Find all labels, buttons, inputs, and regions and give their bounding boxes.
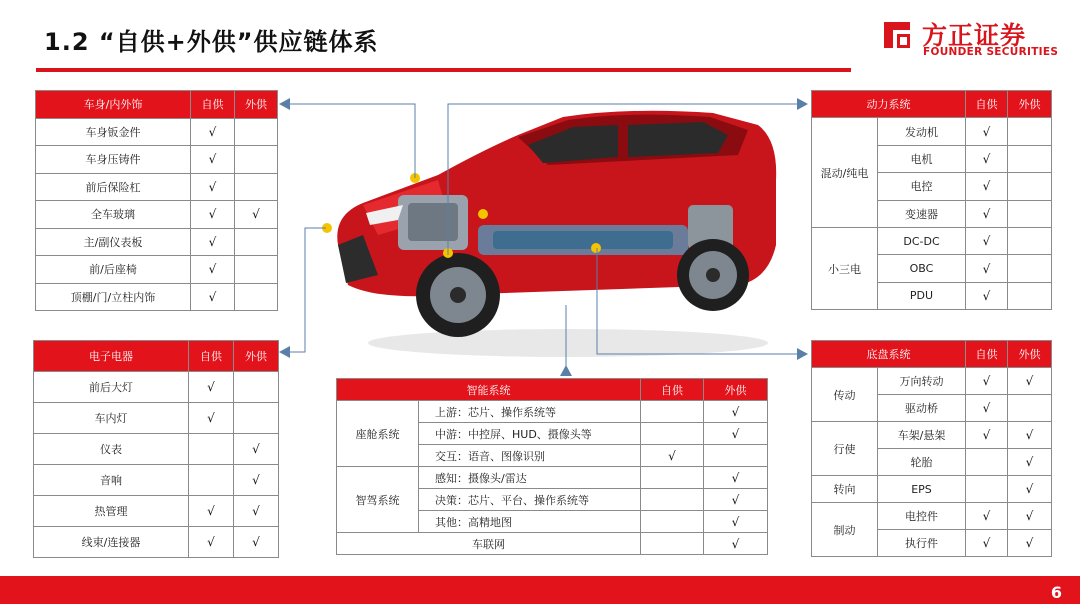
part-name: 前后大灯 bbox=[34, 372, 189, 403]
part-name: 主/副仪表板 bbox=[36, 228, 191, 256]
external-supply-cell bbox=[235, 256, 278, 284]
part-name: 驱动桥 bbox=[878, 395, 966, 422]
external-supply-cell bbox=[1008, 145, 1052, 172]
chassis-table bbox=[811, 340, 1052, 557]
part-name: 车内灯 bbox=[34, 403, 189, 434]
table-header-external: 外供 bbox=[704, 379, 768, 401]
part-name: 电控件 bbox=[878, 503, 966, 530]
hotspot-marker[interactable] bbox=[591, 243, 601, 253]
table-header-category: 车身/内外饰 bbox=[36, 91, 191, 119]
table-row bbox=[36, 256, 278, 284]
table-row bbox=[34, 496, 279, 527]
self-supply-cell: √ bbox=[966, 422, 1008, 449]
smart-systems-table bbox=[336, 378, 768, 555]
external-supply-cell: √ bbox=[1008, 503, 1052, 530]
self-supply-cell: √ bbox=[191, 118, 235, 146]
part-name: OBC bbox=[878, 255, 966, 282]
group-label: 智驾系统 bbox=[337, 467, 419, 533]
self-supply-cell: √ bbox=[191, 283, 235, 311]
table-header-self: 自供 bbox=[191, 91, 235, 119]
self-supply-cell: √ bbox=[191, 256, 235, 284]
external-supply-cell: √ bbox=[234, 434, 279, 465]
logo-mark-icon bbox=[880, 18, 914, 52]
external-supply-cell: √ bbox=[234, 527, 279, 558]
part-name: 全车玻璃 bbox=[36, 201, 191, 229]
table-header-self: 自供 bbox=[966, 91, 1008, 118]
part-name: 电机 bbox=[878, 145, 966, 172]
footer-bar bbox=[0, 576, 1080, 604]
external-supply-cell bbox=[234, 403, 279, 434]
self-supply-cell bbox=[641, 533, 704, 555]
table-header-self: 自供 bbox=[641, 379, 704, 401]
part-name: 发动机 bbox=[878, 118, 966, 145]
table-row bbox=[812, 503, 1052, 530]
part-name: 顶棚/门/立柱内饰 bbox=[36, 283, 191, 311]
powertrain-table bbox=[811, 90, 1052, 310]
table-row bbox=[337, 401, 768, 423]
table-header-external: 外供 bbox=[235, 91, 278, 119]
part-name: 上游：芯片、操作系统等 bbox=[419, 401, 641, 423]
self-supply-cell: √ bbox=[966, 530, 1008, 557]
external-supply-cell bbox=[235, 283, 278, 311]
part-name: 中游：中控屏、HUD、摄像头等 bbox=[419, 423, 641, 445]
part-name: 执行件 bbox=[878, 530, 966, 557]
part-name: 音响 bbox=[34, 465, 189, 496]
table-header-category: 底盘系统 bbox=[812, 341, 966, 368]
part-name: 变速器 bbox=[878, 200, 966, 227]
self-supply-cell: √ bbox=[191, 146, 235, 174]
hotspot-marker[interactable] bbox=[443, 248, 453, 258]
self-supply-cell: √ bbox=[966, 145, 1008, 172]
self-supply-cell: √ bbox=[966, 227, 1008, 254]
part-name: DC-DC bbox=[878, 227, 966, 254]
part-name: PDU bbox=[878, 282, 966, 309]
part-name: 车联网 bbox=[337, 533, 641, 555]
part-name: 感知：摄像头/雷达 bbox=[419, 467, 641, 489]
external-supply-cell: √ bbox=[704, 401, 768, 423]
group-label: 行使 bbox=[812, 422, 878, 476]
self-supply-cell: √ bbox=[966, 200, 1008, 227]
external-supply-cell bbox=[235, 118, 278, 146]
self-supply-cell: √ bbox=[966, 368, 1008, 395]
self-supply-cell bbox=[641, 423, 704, 445]
page-title: 1.2 “自供+外供”供应链体系 bbox=[44, 28, 379, 56]
self-supply-cell: √ bbox=[966, 395, 1008, 422]
table-header-category: 智能系统 bbox=[337, 379, 641, 401]
external-supply-cell bbox=[704, 445, 768, 467]
part-name: 电控 bbox=[878, 173, 966, 200]
part-name: 仪表 bbox=[34, 434, 189, 465]
logo-text-cn: 方正证券 bbox=[922, 21, 1027, 50]
self-supply-cell bbox=[966, 449, 1008, 476]
table-row bbox=[36, 118, 278, 146]
external-supply-cell bbox=[235, 228, 278, 256]
self-supply-cell bbox=[641, 489, 704, 511]
self-supply-cell: √ bbox=[191, 228, 235, 256]
body-trim-table bbox=[35, 90, 278, 311]
external-supply-cell bbox=[1008, 118, 1052, 145]
group-label: 小三电 bbox=[812, 227, 878, 309]
title-underline bbox=[36, 68, 851, 72]
hotspot-marker[interactable] bbox=[322, 223, 332, 233]
group-label: 转向 bbox=[812, 476, 878, 503]
external-supply-cell: √ bbox=[234, 496, 279, 527]
part-name: 前/后座椅 bbox=[36, 256, 191, 284]
table-row bbox=[337, 467, 768, 489]
self-supply-cell bbox=[641, 401, 704, 423]
external-supply-cell: √ bbox=[704, 423, 768, 445]
table-header-self: 自供 bbox=[189, 341, 234, 372]
table-row bbox=[34, 403, 279, 434]
part-name: 前后保险杠 bbox=[36, 173, 191, 201]
self-supply-cell bbox=[966, 476, 1008, 503]
table-row bbox=[34, 434, 279, 465]
part-name: 万向转动 bbox=[878, 368, 966, 395]
self-supply-cell: √ bbox=[189, 527, 234, 558]
self-supply-cell: √ bbox=[189, 372, 234, 403]
self-supply-cell bbox=[641, 511, 704, 533]
external-supply-cell bbox=[234, 372, 279, 403]
external-supply-cell: √ bbox=[234, 465, 279, 496]
table-header-self: 自供 bbox=[966, 341, 1008, 368]
founder-securities-logo bbox=[880, 16, 1059, 62]
external-supply-cell: √ bbox=[235, 201, 278, 229]
external-supply-cell: √ bbox=[1008, 422, 1052, 449]
self-supply-cell: √ bbox=[641, 445, 704, 467]
self-supply-cell: √ bbox=[189, 496, 234, 527]
external-supply-cell bbox=[235, 146, 278, 174]
self-supply-cell bbox=[641, 467, 704, 489]
table-row bbox=[337, 533, 768, 555]
part-name: 轮胎 bbox=[878, 449, 966, 476]
self-supply-cell: √ bbox=[191, 201, 235, 229]
external-supply-cell bbox=[1008, 200, 1052, 227]
table-row bbox=[36, 228, 278, 256]
part-name: 车身压铸件 bbox=[36, 146, 191, 174]
table-row bbox=[36, 283, 278, 311]
group-label: 制动 bbox=[812, 503, 878, 557]
group-label: 座舱系统 bbox=[337, 401, 419, 467]
external-supply-cell bbox=[1008, 282, 1052, 309]
self-supply-cell: √ bbox=[966, 503, 1008, 530]
self-supply-cell: √ bbox=[191, 173, 235, 201]
table-row bbox=[36, 173, 278, 201]
external-supply-cell: √ bbox=[704, 489, 768, 511]
table-row bbox=[812, 422, 1052, 449]
table-row bbox=[34, 372, 279, 403]
self-supply-cell: √ bbox=[966, 282, 1008, 309]
car-cutaway-illustration bbox=[318, 95, 798, 365]
external-supply-cell bbox=[1008, 395, 1052, 422]
hotspot-marker[interactable] bbox=[410, 173, 420, 183]
table-row bbox=[812, 227, 1052, 254]
table-header-external: 外供 bbox=[1008, 341, 1052, 368]
part-name: 线束/连接器 bbox=[34, 527, 189, 558]
table-row bbox=[34, 465, 279, 496]
external-supply-cell bbox=[1008, 255, 1052, 282]
external-supply-cell: √ bbox=[1008, 530, 1052, 557]
logo-text-en: FOUNDER SECURITIES bbox=[923, 46, 1059, 58]
external-supply-cell: √ bbox=[704, 533, 768, 555]
part-name: 交互：语音、图像识别 bbox=[419, 445, 641, 467]
electronics-table bbox=[33, 340, 279, 558]
part-name: 决策：芯片、平台、操作系统等 bbox=[419, 489, 641, 511]
group-label: 混动/纯电 bbox=[812, 118, 878, 228]
self-supply-cell: √ bbox=[189, 403, 234, 434]
external-supply-cell: √ bbox=[704, 511, 768, 533]
self-supply-cell: √ bbox=[966, 255, 1008, 282]
table-row bbox=[34, 527, 279, 558]
external-supply-cell: √ bbox=[1008, 476, 1052, 503]
part-name: 车身钣金件 bbox=[36, 118, 191, 146]
part-name: 车架/悬架 bbox=[878, 422, 966, 449]
table-header-category: 动力系统 bbox=[812, 91, 966, 118]
table-row bbox=[36, 146, 278, 174]
table-row bbox=[812, 118, 1052, 145]
self-supply-cell bbox=[189, 434, 234, 465]
external-supply-cell: √ bbox=[1008, 449, 1052, 476]
page-number: 6 bbox=[1050, 583, 1062, 602]
external-supply-cell: √ bbox=[1008, 368, 1052, 395]
table-header-external: 外供 bbox=[1008, 91, 1052, 118]
group-label: 传动 bbox=[812, 368, 878, 422]
table-row bbox=[812, 368, 1052, 395]
external-supply-cell bbox=[235, 173, 278, 201]
part-name: 其他：高精地图 bbox=[419, 511, 641, 533]
table-row bbox=[812, 476, 1052, 503]
self-supply-cell bbox=[189, 465, 234, 496]
self-supply-cell: √ bbox=[966, 118, 1008, 145]
table-row bbox=[36, 201, 278, 229]
self-supply-cell: √ bbox=[966, 173, 1008, 200]
external-supply-cell bbox=[1008, 173, 1052, 200]
hotspot-marker[interactable] bbox=[478, 209, 488, 219]
external-supply-cell bbox=[1008, 227, 1052, 254]
external-supply-cell: √ bbox=[704, 467, 768, 489]
table-header-external: 外供 bbox=[234, 341, 279, 372]
table-header-category: 电子电器 bbox=[34, 341, 189, 372]
part-name: 热管理 bbox=[34, 496, 189, 527]
part-name: EPS bbox=[878, 476, 966, 503]
